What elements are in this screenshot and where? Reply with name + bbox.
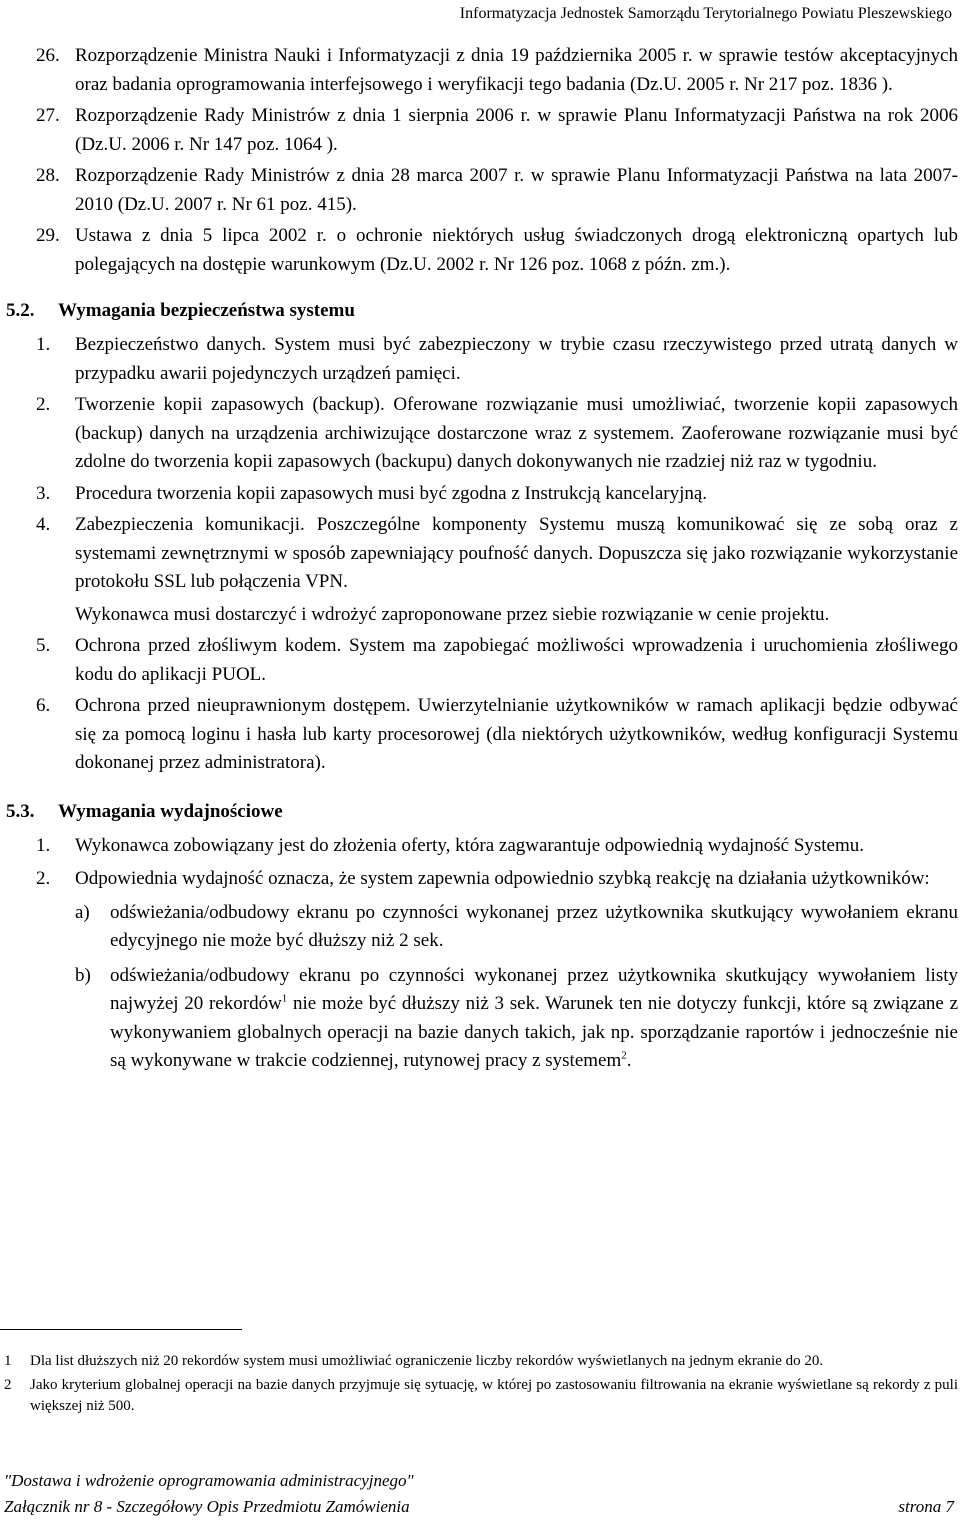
security-requirements-list bbox=[0, 331, 960, 597]
performance-requirements-list bbox=[0, 832, 960, 894]
item-4-continuation: Wykonawca musi dostarczyć i wdrożyć zaproponowane przez siebie rozwiązanie w cenie projektu. bbox=[75, 603, 830, 625]
item-text: Wykonawca zobowiązany jest do złożenia oferty, która zagwarantuje odpowiednią wydajność Systemu. bbox=[75, 834, 865, 856]
page-content bbox=[0, 42, 960, 1080]
legal-references-list bbox=[0, 42, 960, 279]
list-item bbox=[0, 162, 958, 219]
security-requirements-list-continued bbox=[0, 632, 960, 778]
item-text: Ochrona przed złośliwym kodem. System ma zapobiegać możliwości wprowadzenia i uruchomienia złośliwego kodu do aplikacji PUOL. bbox=[75, 635, 958, 685]
item-number: 3. bbox=[36, 482, 51, 504]
item-number: 5. bbox=[36, 635, 51, 656]
item-text: odświeżania/odbudowy ekranu po czynności wykonanej przez użytkownika skutkujący wywołaniem ekranu edycyjnego nie może być dłuższy niż 2 sek. bbox=[110, 901, 958, 951]
item-number: 29. bbox=[36, 225, 60, 246]
list-item bbox=[0, 331, 958, 388]
item-text: odświeżania/odbudowy ekranu po czynności wykonanej przez użytkownika skutkujący wywołaniem listy najwyżej 20 rekordów bbox=[110, 964, 958, 1014]
list-item bbox=[0, 865, 958, 894]
item-number: 1. bbox=[36, 834, 51, 856]
list-item bbox=[0, 391, 958, 477]
item-number: 2. bbox=[36, 394, 51, 415]
footnotes bbox=[0, 1351, 960, 1420]
list-item bbox=[0, 511, 958, 597]
item-number: 26. bbox=[36, 45, 60, 66]
footnote-divider bbox=[0, 1329, 242, 1330]
section-title: Wymagania bezpieczeństwa systemu bbox=[58, 300, 355, 321]
item-number: 1. bbox=[36, 334, 51, 355]
footnote-text: Dla list dłuższych niż 20 rekordów system musi umożliwiać ograniczenie liczby rekordów wyświetlanych na jednym ekranie do 20. bbox=[30, 1353, 824, 1369]
footnote-number: 2 bbox=[4, 1376, 12, 1393]
item-text: Rozporządzenie Ministra Nauki i Informatyzacji z dnia 19 października 2005 r. w sprawie testów akceptacyjnych oraz badania oprogramowania interfejsowego i weryfikacji tego badania (Dz.U. 2005 r. Nr 217 poz. 1836 ). bbox=[75, 45, 958, 95]
list-item bbox=[0, 222, 958, 279]
page-footer bbox=[4, 1468, 954, 1520]
footnote-text: Jako kryterium globalnej operacji na bazie danych przyjmuje się sytuację, w której po zastosowaniu filtrowania na ekranie wyświetlane są rekordy z puli większej niż 500. bbox=[30, 1376, 958, 1414]
section-heading-performance bbox=[0, 798, 960, 826]
footer-line bbox=[4, 1494, 954, 1520]
footnote-ref: 2 bbox=[621, 1049, 627, 1062]
section-heading-security bbox=[0, 297, 960, 325]
item-number: 6. bbox=[36, 695, 51, 716]
page-number: strona 7 bbox=[898, 1497, 954, 1516]
list-item bbox=[0, 832, 958, 861]
item-text: Odpowiednia wydajność oznacza, że system zapewnia odpowiednio szybką reakcję na działania użytkowników: bbox=[75, 868, 930, 889]
sublist-item bbox=[0, 899, 958, 956]
list-item bbox=[0, 692, 958, 778]
list-item bbox=[0, 632, 958, 689]
item-text: Tworzenie kopii zapasowych (backup). Oferowane rozwiązanie musi umożliwiać, tworzenie kopii zapasowych (backup) danych na urządzenia archiwizujące dostarczone wraz z systemem. Zaoferowane rozwiązanie musi być zdolne do tworzenia kopii zapasowych (backupu) danych dokonywanych nie rzadziej niż raz w tygodniu. bbox=[75, 394, 958, 472]
footnote bbox=[0, 1375, 958, 1418]
item-text: Bezpieczeństwo danych. System musi być zabezpieczony w trybie czasu rzeczywistego przed utratą danych w przypadku awarii pojedynczych urządzeń pamięci. bbox=[75, 334, 958, 384]
item-text: Ochrona przed nieuprawnionym dostępem. Uwierzytelnianie użytkowników w ramach aplikacji będzie odbywać się za pomocą loginu i hasła lub karty procesorowej (dla niektórych użytkowników, według konfiguracji Systemu dokonanej przez administratora). bbox=[75, 695, 958, 773]
item-text: Ustawa z dnia 5 lipca 2002 r. o ochronie niektórych usług świadczonych drogą elektroniczną opartych lub polegających na dostępie warunkowym (Dz.U. 2002 r. Nr 126 poz. 1068 z późn. zm.). bbox=[75, 225, 958, 275]
list-item bbox=[0, 42, 958, 99]
section-number: 5.2. bbox=[6, 300, 35, 321]
item-text: Rozporządzenie Rady Ministrów z dnia 1 sierpnia 2006 r. w sprawie Planu Informatyzacji Państwa na rok 2006 (Dz.U. 2006 r. Nr 147 poz. 1064 ). bbox=[75, 105, 958, 155]
item-number: 4. bbox=[36, 514, 51, 535]
list-item bbox=[0, 102, 958, 159]
performance-sublist bbox=[0, 899, 960, 1076]
item-text: Rozporządzenie Rady Ministrów z dnia 28 marca 2007 r. w sprawie Planu Informatyzacji Państwa na lata 2007-2010 (Dz.U. 2007 r. Nr 61 poz. 415). bbox=[75, 165, 958, 215]
item-text: Zabezpieczenia komunikacji. Poszczególne komponenty Systemu muszą komunikować się ze sobą oraz z systemami zewnętrznymi w sposób zapewniający poufność danych. Dopuszcza się jako rozwiązanie wykorzystanie protokołu SSL lub połączenia VPN. bbox=[75, 514, 958, 592]
footnote-ref: 1 bbox=[281, 992, 288, 1005]
section-number: 5.3. bbox=[6, 800, 35, 822]
item-text: nie może być dłuższy niż 3 sek. Warunek ten nie dotyczy funkcji, które są związane z wykonywaniem globalnych operacji na bazie danych takich, jak np. sporządzanie raportów i jednocześnie nie są wykonywane w trakcie codziennej, rutynowej pracy z systemem bbox=[110, 993, 959, 1071]
sublist-item bbox=[0, 962, 958, 1076]
section-title: Wymagania wydajnościowe bbox=[58, 800, 283, 822]
footer-title: "Dostawa i wdrożenie oprogramowania administracyjnego" bbox=[4, 1471, 414, 1490]
item-number: 28. bbox=[36, 165, 60, 186]
page-header: Informatyzacja Jednostek Samorządu Terytorialnego Powiatu Pleszewskiego bbox=[459, 5, 952, 22]
item-text: . bbox=[626, 1050, 632, 1071]
footer-attachment: Załącznik nr 8 - Szczegółowy Opis Przedmiotu Zamówienia bbox=[4, 1497, 410, 1516]
item-number: 27. bbox=[36, 105, 60, 126]
list-item bbox=[0, 480, 958, 509]
item-text: Procedura tworzenia kopii zapasowych musi być zgodna z Instrukcją kancelaryjną. bbox=[75, 482, 708, 504]
item-number: 2. bbox=[36, 868, 51, 889]
footnote-number: 1 bbox=[4, 1353, 12, 1369]
footnote bbox=[0, 1351, 958, 1373]
item-letter: b) bbox=[75, 964, 91, 986]
footer-line bbox=[4, 1468, 954, 1494]
item-letter: a) bbox=[75, 901, 90, 923]
